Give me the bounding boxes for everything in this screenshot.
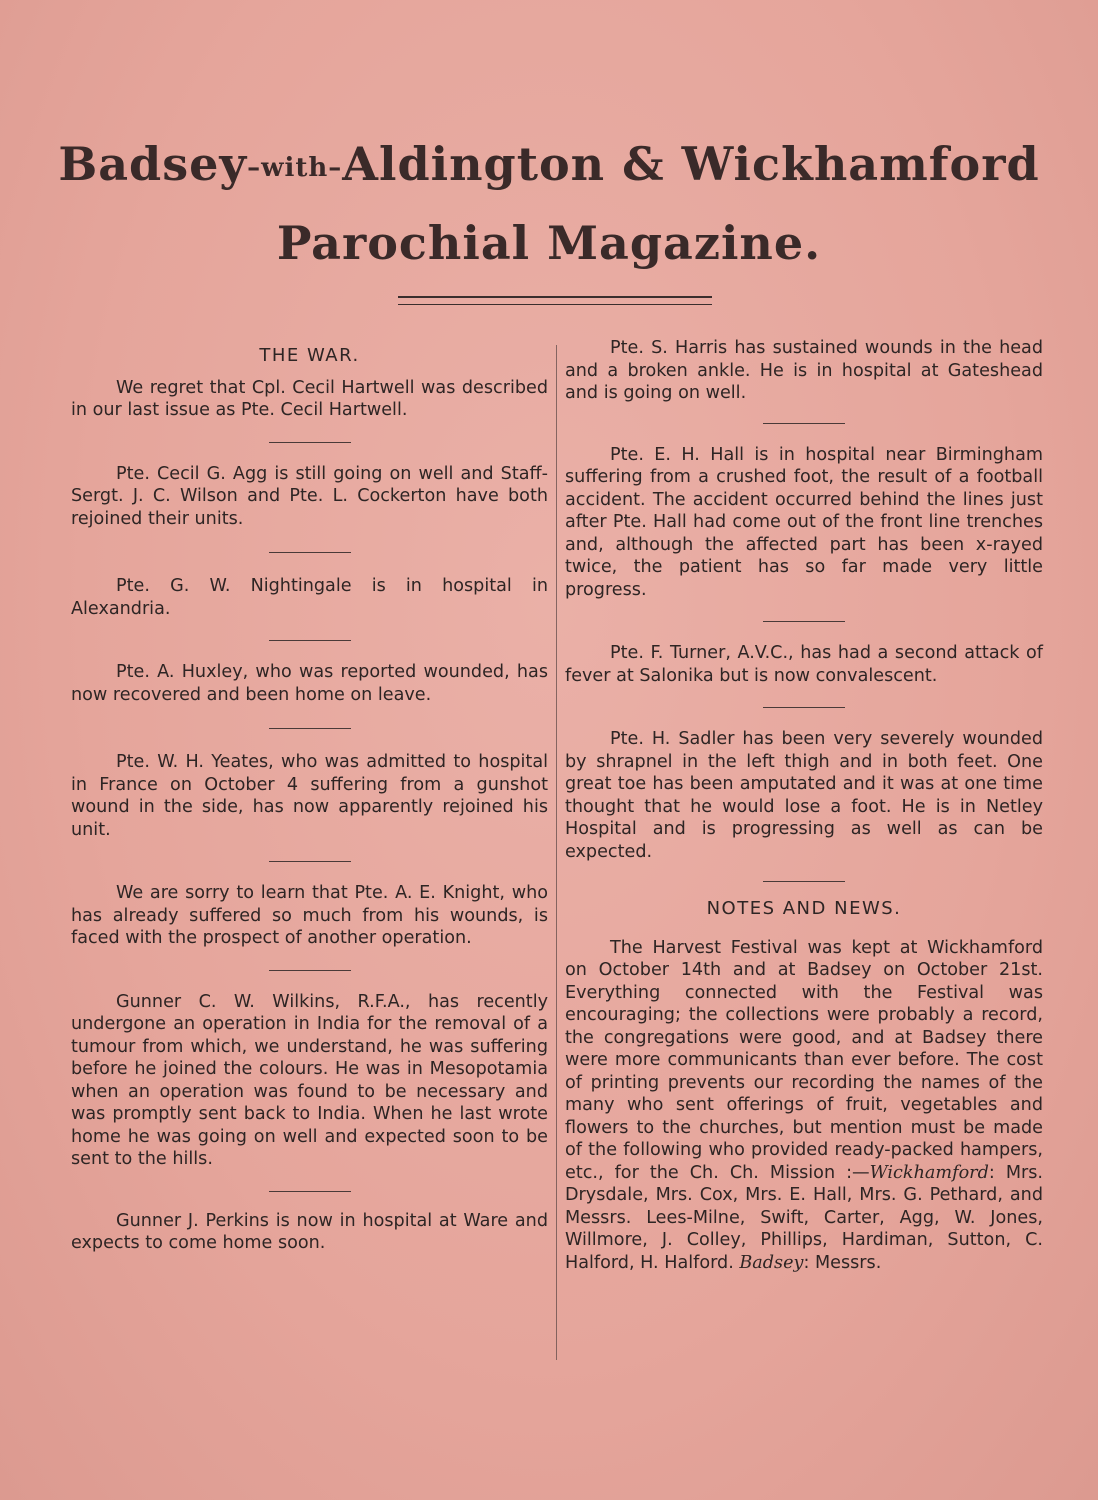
the-war-heading: THE WAR. — [259, 345, 360, 366]
masthead-line-2: Parochial Magazine. — [276, 216, 822, 270]
news-item: Pte. W. H. Yeates, who was admitted to hospital in France on October 4 suffering from a gunshot wound in the side, has now apparently rejoined his unit. — [71, 752, 548, 840]
masthead-line-1 — [0, 132, 1098, 200]
separator — [269, 1191, 351, 1192]
separator — [269, 861, 351, 862]
separator — [269, 552, 351, 553]
right-column — [565, 337, 1043, 1274]
news-item: Pte. Cecil G. Agg is still going on well and Staff-Sergt. J. C. Wilson and Pte. L. Cockerton have both rejoined their units. — [71, 463, 548, 529]
news-item: Pte. H. Sadler has been very severely wounded by shrapnel in the left thigh and in both feet. One great toe has been amputated and it was at one time thought that he would lose a foot. He is in Netley Hospital and is progressing as well as can be expected. — [565, 729, 1043, 862]
news-item: Pte. S. Harris has sustained wounds in the head and a broken ankle. He is in hospital at Gateshead and is going on well. — [565, 338, 1043, 403]
masthead-badsey: Badsey — [58, 137, 248, 191]
left-column — [71, 345, 548, 1255]
news-item: Gunner C. W. Wilkins, R.F.A., has recently undergone an operation in India for the removal of a tumour from which, we understand, he was suffering before he joined the colours. He was in Mesopotamia when an operation was found to be necessary and was promptly sent back to India. When he last wrote home he was going on well and expected soon to be sent to the hills. — [71, 991, 548, 1169]
separator — [763, 621, 845, 622]
separator — [763, 423, 845, 424]
separator — [269, 442, 351, 443]
masthead-with: –with– — [247, 153, 343, 183]
news-item: Pte. E. H. Hall is in hospital near Birmingham suffering from a crushed foot, the result of a football accident. The accident occurred behind the lines just after Pte. Hall had come out of the front line trenches and, although the affected part has been x-rayed twice, the patient has so far made very little progress. — [565, 444, 1043, 600]
masthead-aldington-wickhamford: Aldington & Wickhamford — [342, 137, 1040, 191]
news-item: We regret that Cpl. Cecil Hartwell was described in our last issue as Pte. Cecil Hartwell. — [71, 377, 548, 420]
news-item: Pte. G. W. Nightingale is in hospital in Alexandria. — [71, 576, 548, 619]
column-divider — [556, 345, 557, 1360]
harvest-festival-item: The Harvest Festival was kept at Wickhamford on October 14th and at Badsey on October 21st. Everything connected with the Festival was encouraging; the collections were probably a record, the congregations were good, and at Badsey there were more communicants than ever before. The cost of printing prevents our recording the names of the many who sent offerings of fruit, vegetables and flowers to the churches, but mention must be made of the following who provided ready-packed hampers, etc., for the Ch. Ch. Mission :—Wickhamford: Mrs. Drysdale, Mrs. Cox, Mrs. E. Hall, Mrs. G. Pethard, and Messrs. Lees-Milne, Swift, Carter, Agg, W. Jones, Willmore, J. Colley, Phillips, Hardiman, Sutton, C. Halford, H. Halford. Badsey: Messrs. — [565, 937, 1043, 1273]
news-item: Pte. F. Turner, A.V.C., has had a second attack of fever at Salonika but is now convalescent. — [565, 643, 1043, 686]
news-item: Gunner J. Perkins is now in hospital at Ware and expects to come home soon. — [71, 1210, 548, 1253]
separator — [763, 707, 845, 708]
masthead-rule — [398, 296, 712, 305]
separator — [269, 728, 351, 729]
news-item: We are sorry to learn that Pte. A. E. Knight, who has already suffered so much from his wounds, is faced with the prospect of another operation. — [71, 883, 548, 948]
notes-and-news-heading: NOTES AND NEWS. — [706, 898, 902, 919]
separator — [269, 640, 351, 641]
separator — [269, 970, 351, 971]
news-item: Pte. A. Huxley, who was reported wounded, has now recovered and been home on leave. — [71, 662, 548, 705]
separator — [763, 881, 845, 882]
masthead — [0, 132, 1098, 278]
